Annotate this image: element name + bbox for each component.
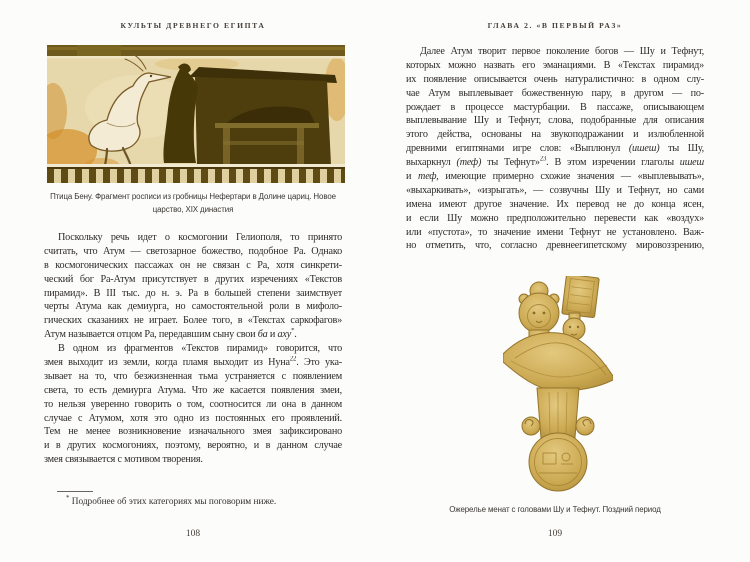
- text-line: В одном из фрагментов «Текстов пирамид» говорится, что: [58, 343, 342, 355]
- menat-plaque: [562, 276, 600, 318]
- text-line: «выхаркивать», «изрыгать», — созвучны Шу и Тефнут, но сами: [406, 184, 704, 196]
- text-line: Поскольку речь идет о космогонии Гелиополя, то принято: [58, 232, 342, 243]
- text-line: Далее Атум творит первое поколение богов — Шу и Тефнут,: [420, 46, 704, 57]
- footnote-rule: [57, 491, 93, 492]
- shrine-silhouette: [189, 67, 337, 165]
- text-line: и если Шу можно предположительно перевести как «воздух»: [406, 212, 704, 224]
- text-line: Тем не менее возникновение изначального змея зафиксировано: [44, 426, 342, 438]
- text-line: змея выходит из земли, когда пламя выходит из Нуна$^{22}$. Это ука-: [44, 356, 342, 369]
- text-line: чае Атум выплевывает божественную пару, в другом — по-: [406, 87, 704, 99]
- text-line: этого действа, основаны на звукоподражании и излюбленной: [406, 129, 704, 141]
- page-number-right: 109: [547, 529, 563, 539]
- lion-head: [519, 293, 559, 333]
- figure-caption-right: [406, 503, 704, 516]
- footnote-text: Подробнее об этих категориях мы поговорим ниже.: [69, 497, 277, 507]
- footnote: [44, 494, 342, 507]
- text-line: случае с Атумом, хотя это одно из постоянных его проявлений.: [44, 412, 342, 424]
- text-line: выхаркнул (теф) ты Тефнут»$^{23}$. В этом изречении глаголы ишеш: [406, 156, 704, 169]
- text-line: змея связывается с мотивом творения.: [44, 454, 203, 466]
- text-line: то нельзя уверенно говорить о том, соотносится ли она в данном: [44, 398, 342, 410]
- text-line: черты Атума как демиурга, но самостоятельной роли в мифоло-: [44, 301, 342, 313]
- footnote-marker: *: [66, 494, 70, 502]
- text-line: пирамид». В III тыс. до н. э. Ра в большей степени заимствует: [44, 287, 342, 299]
- menat-necklace-image: [503, 276, 613, 492]
- text-line: которых можно назвать его эманациями. В «Текстах пирамид»: [406, 59, 704, 71]
- text-line: древними египтянами игре слов: «Выплюнул (ишеш) ты Шу,: [406, 143, 704, 155]
- text-line: рождает в процессе мастурбации. В пассаже, описывающем: [406, 101, 704, 113]
- caption-line: Ожерелье менат с головами Шу и Тефнут. Поздний период: [449, 505, 661, 514]
- bennu-fresco-image: [47, 45, 345, 183]
- text-line: зывает на то, что безжизненная тьма устраняется с появлением: [44, 370, 342, 382]
- figure-caption-left: [44, 190, 342, 216]
- text-line: Атум называется отцом Ра, передавшим сыну свои ба и аху*.: [44, 328, 297, 341]
- text-line: или «пустота», то значение имени Тефнут не установлено. Важ-: [406, 226, 704, 238]
- bottom-disk: [529, 433, 587, 491]
- text-line: и теф, имеющие примерно схожие значения — «выплевывать»,: [406, 171, 704, 183]
- text-line: их появление описывается очень натуралистично: в одном слу-: [406, 73, 704, 85]
- text-line: считать, что Атум — светозарное божество, подобное Ра. Однако: [44, 245, 342, 257]
- text-line: имена имеют другое значение. Их перевод не до конца ясен,: [406, 198, 704, 210]
- body-text-right: [406, 45, 704, 253]
- running-header-left: КУЛЬТЫ ДРЕВНЕГО ЕГИПТА: [120, 21, 266, 30]
- text-line: света, то есть демиурга Атума. Что же касается появления змеи,: [44, 384, 342, 396]
- text-line: ческий бог Ра-Атум присутствует в других изречениях «Текстов: [44, 273, 342, 285]
- text-line: выплевывание Шу и Тефнут, слова, подобранные для описания: [406, 115, 704, 127]
- page-number-left: 108: [185, 529, 201, 539]
- caption-line: Птица Бену. Фрагмент росписи из гробницы Нефертари в Долине цариц. Новое: [50, 192, 336, 201]
- text-line: но отметить, что, согласно древнеегипетскому мировоззрению,: [406, 240, 704, 252]
- caption-line: царство, XIX династия: [152, 205, 234, 214]
- text-line: в космогонических пассажах он не связан с Ра, хотя синкрети-: [44, 259, 342, 271]
- body-text-left: [44, 231, 342, 467]
- running-header-right: ГЛАВА 2. «В ПЕРВЫЙ РАЗ»: [487, 21, 623, 30]
- text-line: и в других космогониях, поэтому, вероятно, и в данном случае: [44, 440, 342, 452]
- aegis-collar: [503, 333, 613, 391]
- text-line: гических сказаниях не играет. Более того, в «Текстах саркофагов»: [44, 315, 342, 327]
